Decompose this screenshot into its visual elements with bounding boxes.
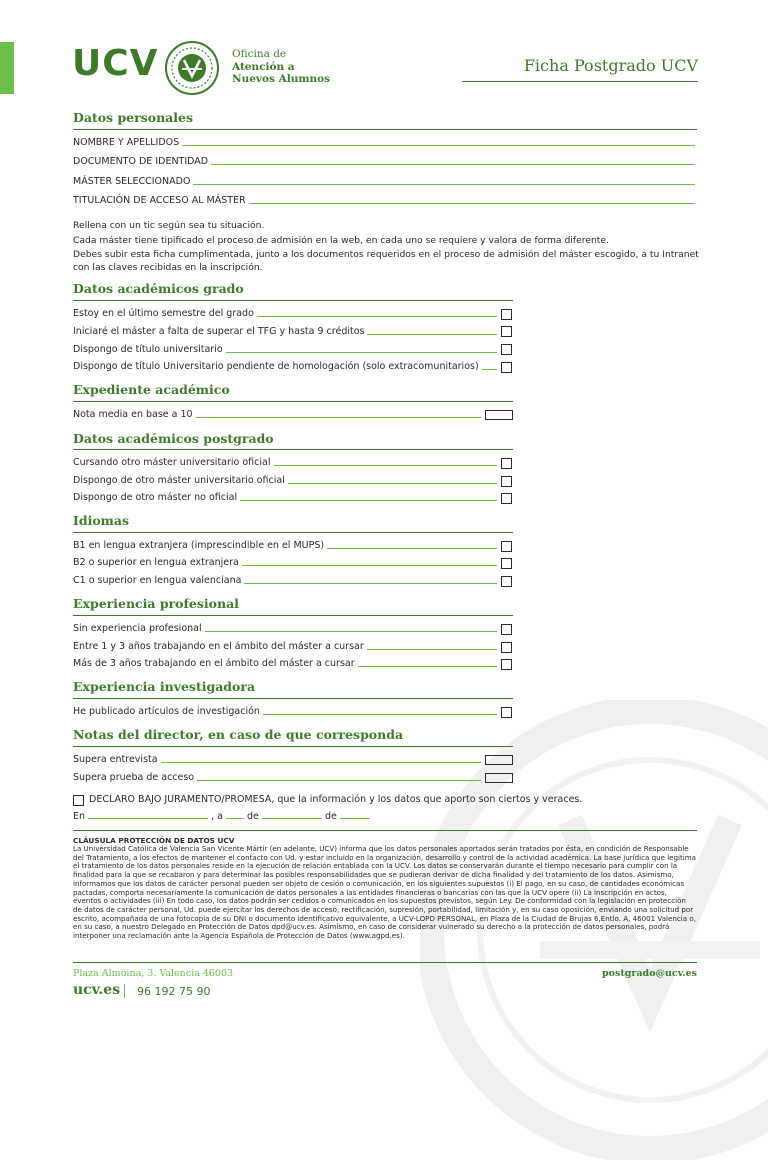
field-nombre[interactable] — [73, 137, 695, 148]
item-label: Iniciaré el máster a falta de superar el TFG y hasta 9 créditos — [73, 326, 365, 337]
legal-title: CLÁUSULA PROTECCIÓN DE DATOS UCV — [73, 836, 235, 845]
dotted-line — [367, 333, 497, 335]
section-rule — [73, 449, 513, 450]
item-label: Sin experiencia profesional — [73, 623, 202, 634]
dotted-line — [205, 630, 497, 632]
nota-media-field — [73, 409, 481, 420]
section-postgrado: Datos académicos postgrado — [73, 431, 274, 446]
field-label: TITULACIÓN DE ACCESO AL MÁSTER — [73, 195, 246, 206]
checkbox[interactable] — [501, 326, 512, 337]
de-label-2: de — [324, 811, 337, 822]
section-datos-personales: Datos personales — [73, 110, 194, 125]
footer-website[interactable]: ucv.es — [73, 982, 121, 998]
item-label: Nota media en base a 10 — [73, 409, 193, 420]
checkbox[interactable] — [501, 493, 512, 504]
nota-media-input[interactable] — [485, 410, 513, 420]
item-label: Estoy en el último semestre del grado — [73, 308, 254, 319]
grado-item — [73, 344, 497, 355]
item-label: B2 o superior en lengua extranjera — [73, 557, 239, 568]
declaration-text: DECLARO BAJO JURAMENTO/PROMESA, que la información y los datos que aporto son ciertos y veraces. — [89, 794, 583, 805]
de-label-1: de — [247, 811, 259, 822]
grado-item — [73, 361, 497, 372]
field-line[interactable] — [249, 202, 695, 204]
section-experiencia: Experiencia profesional — [73, 596, 239, 611]
dotted-line — [226, 351, 497, 353]
prueba-acceso-input[interactable] — [485, 773, 513, 783]
office-name — [232, 48, 330, 86]
item-label: Cursando otro máster universitario oficial — [73, 457, 271, 468]
en-label: En — [73, 811, 86, 822]
item-label: B1 en lengua extranjera (imprescindible en el MUPS) — [73, 540, 325, 551]
section-rule — [73, 401, 513, 402]
dotted-line — [358, 665, 497, 667]
grado-item — [73, 308, 497, 319]
item-label: He publicado artículos de investigación — [73, 706, 260, 717]
footer-email[interactable]: postgrado@ucv.es — [602, 968, 697, 979]
footer-address: Plaza Almoina, 3. Valencia 46003 — [73, 968, 234, 979]
section-rule — [73, 532, 513, 533]
dotted-line — [196, 416, 481, 418]
section-expediente: Expediente académico — [73, 382, 230, 397]
checkbox[interactable] — [501, 642, 512, 653]
checkbox[interactable] — [501, 659, 512, 670]
ucv-logo: UCV — [72, 43, 159, 84]
ucv-seal-icon — [164, 40, 220, 96]
section-rule — [73, 129, 697, 130]
dotted-line — [263, 713, 497, 715]
item-label: Supera entrevista — [73, 754, 158, 765]
instruction-1: Rellena con un tic según sea tu situación. — [73, 220, 265, 231]
office-line-1: Oficina de — [232, 48, 287, 60]
field-line[interactable] — [211, 163, 695, 165]
dotted-line — [240, 499, 497, 501]
legal-body: La Universidad Católica de Valencia San Vicente Mártir (en adelante, UCV) informa que los datos personales aportados serán tratados por ésta, en condición de Responsable del Tratamiento, a los efectos de mantener el contacto con Ud. y estar incluido en la organización, desarrollo y control de la actividad académica. La base jurídica que legitima el tratamiento de los datos personales reside en la ejecución de relación entablada con la UCV. Los datos se conservarán durante el tiempo necesario para cumplir con la finalidad para la que se recabaron y para determinar las posibles responsabilidades que se pudieran derivar de dicha finalidad y del tratamiento de los datos. Asimismo, informamos que los datos de carácter personal pueden ser objeto de cesión o comunicación, en los siguientes supuestos (i) El pago, en su caso, de cantidades económicas pactadas, comporta necesariamente la comunicación de datos personales a las entidades financieras o bancarias con las que la UCV opere (ii) La inscripción en actos, eventos o actividades (iii) En todo caso, los datos podrán ser cedidos o comunicados en los supuestos previstos, según Ley. De conformidad con la legislación en protección de datos de carácter personal, Ud. puede ejercitar los derechos de acceso, rectificación, supresión, portabilidad, limitación y, en su caso oposición, enviando una solicitud por escrito, acompañada de una fotocopia de su DNI o documento identificativo equivalente, a UCV-LOPD PERSONAL, en Plaza de la Ciudad de Brujas 6,Entlo. A, 46001 Valencia o, en su caso, a nuestro Delegado en Protección de Datos dpd@ucv.es. Asimismo, en caso de considerar vulnerado su derecho a la protección de datos personales, podrá interponer una reclamación ante la Agencia Española de Protección de Datos (www.agpd.es). — [73, 844, 697, 941]
investigadora-item — [73, 706, 497, 717]
section-investigadora: Experiencia investigadora — [73, 679, 256, 694]
postgrado-item — [73, 457, 497, 468]
field-line[interactable] — [182, 144, 695, 146]
item-label: Entre 1 y 3 años trabajando en el ámbito del máster a cursar — [73, 641, 364, 652]
field-master[interactable] — [73, 176, 695, 187]
field-line[interactable] — [193, 183, 695, 185]
field-label: DOCUMENTO DE IDENTIDAD — [73, 156, 209, 167]
section-rule — [73, 746, 513, 747]
footer-rule — [73, 962, 697, 963]
place-input[interactable] — [88, 810, 208, 819]
item-label: Dispongo de título Universitario pendiente de homologación (solo extracomunitarios) — [73, 361, 479, 372]
instruction-2: Cada máster tiene tipificado el proceso de admisión en la web, en cada uno se requiere y valora de forma diferente. — [73, 235, 609, 246]
director-item — [73, 754, 481, 765]
field-label: NOMBRE Y APELLIDOS — [73, 137, 180, 148]
section-rule — [73, 300, 513, 301]
checkbox[interactable] — [501, 458, 512, 469]
grado-item — [73, 326, 497, 337]
legal-rule — [73, 830, 697, 831]
section-director: Notas del director, en caso de que corresponda — [73, 727, 404, 742]
title-rule — [462, 81, 698, 82]
item-label: C1 o superior en lengua valenciana — [73, 575, 242, 586]
experiencia-item — [73, 623, 497, 634]
office-line-2: Atención a — [232, 60, 295, 73]
month-input[interactable] — [262, 810, 322, 819]
item-label: Más de 3 años trabajando en el ámbito del máster a cursar — [73, 658, 355, 669]
experiencia-item — [73, 641, 497, 652]
item-label: Dispongo de título universitario — [73, 344, 223, 355]
entrevista-input[interactable] — [485, 755, 513, 765]
idiomas-item — [73, 575, 497, 586]
accent-bar — [0, 42, 14, 94]
dotted-line — [197, 779, 481, 781]
checkbox[interactable] — [501, 476, 512, 487]
dotted-line — [482, 368, 497, 370]
field-label: MÁSTER SELECCIONADO — [73, 176, 191, 187]
section-idiomas: Idiomas — [73, 513, 130, 528]
office-line-3: Nuevos Alumnos — [232, 73, 331, 85]
field-titulacion[interactable] — [73, 195, 695, 206]
postgrado-item — [73, 492, 497, 503]
dotted-line — [274, 464, 498, 466]
checkbox[interactable] — [501, 624, 512, 635]
footer-separator — [124, 984, 125, 998]
dotted-line — [244, 582, 497, 584]
section-rule — [73, 615, 513, 616]
dotted-line — [327, 547, 497, 549]
a-label: , a — [211, 811, 223, 822]
dotted-line — [288, 482, 497, 484]
experiencia-item — [73, 658, 497, 669]
item-label: Dispongo de otro máster universitario oficial — [73, 475, 285, 486]
postgrado-item — [73, 475, 497, 486]
dotted-line — [257, 315, 497, 317]
idiomas-item — [73, 540, 497, 551]
place-date-row — [73, 810, 370, 822]
year-input[interactable] — [340, 810, 370, 819]
checkbox[interactable] — [501, 541, 512, 552]
dotted-line — [242, 564, 497, 566]
declaration-checkbox[interactable] — [73, 795, 84, 806]
checkbox[interactable] — [501, 344, 512, 355]
dotted-line — [367, 648, 497, 650]
footer-phone: 96 192 75 90 — [137, 985, 211, 998]
checkbox[interactable] — [501, 576, 512, 587]
instruction-3: Debes subir esta ficha cumplimentada, junto a los documentos requeridos en el proceso de admisión del máster escogido, a tu Intranet con las claves recibidas en la inscripción. — [73, 249, 699, 273]
checkbox[interactable] — [501, 707, 512, 718]
checkbox[interactable] — [501, 362, 512, 373]
dotted-line — [161, 761, 481, 763]
document-title: Ficha Postgrado UCV — [523, 56, 698, 75]
item-label: Supera prueba de acceso — [73, 772, 195, 783]
item-label: Dispongo de otro máster no oficial — [73, 492, 238, 503]
day-input[interactable] — [226, 810, 244, 819]
checkbox[interactable] — [501, 558, 512, 569]
checkbox[interactable] — [501, 309, 512, 320]
field-documento[interactable] — [73, 156, 695, 167]
director-item — [73, 772, 481, 783]
idiomas-item — [73, 557, 497, 568]
section-grado: Datos académicos grado — [73, 281, 244, 296]
section-rule — [73, 698, 513, 699]
